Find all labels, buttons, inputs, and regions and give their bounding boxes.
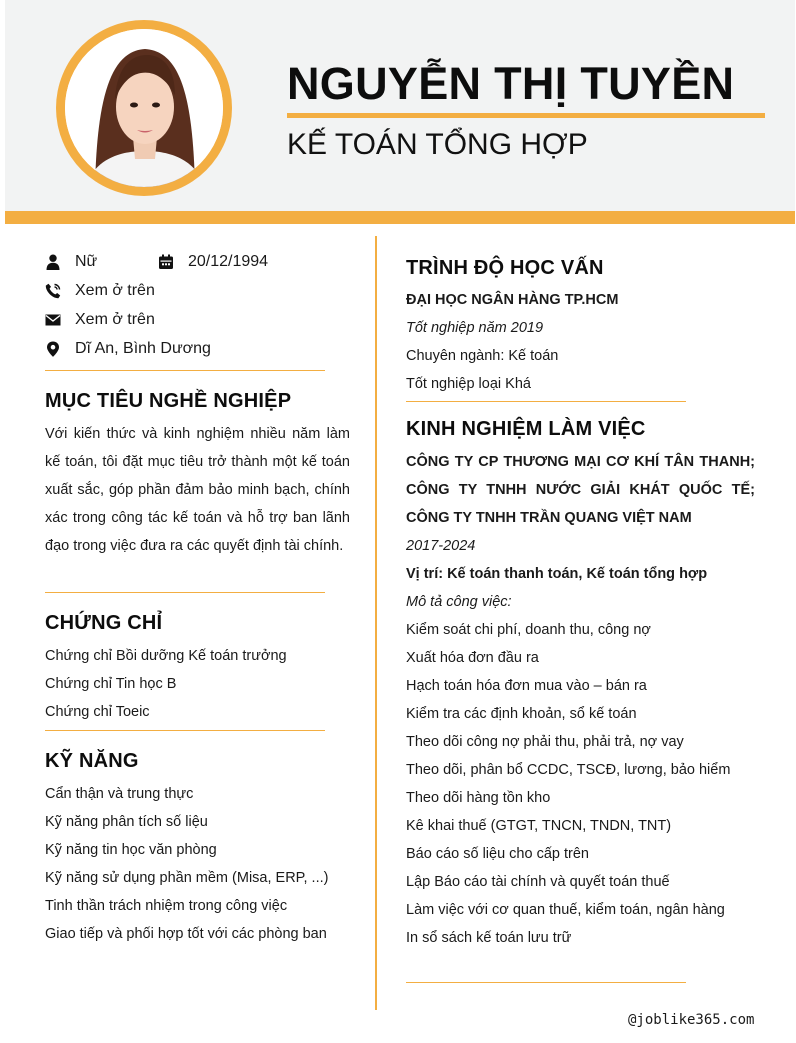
duty-item: Lập Báo cáo tài chính và quyết toán thuế [406,874,670,890]
skills-list [45,780,328,948]
duty-item: In sổ sách kế toán lưu trữ [406,930,572,946]
experience-period: 2017-2024 [406,538,476,554]
education-school: ĐẠI HỌC NGÂN HÀNG TP.HCM [406,292,619,308]
skill-item: Giao tiếp và phối hợp tốt với các phòng ban [45,926,327,942]
objective-heading: MỤC TIÊU NGHỀ NGHIỆP [45,390,292,412]
phone-value: Xem ở trên [75,282,155,299]
experience-position: Vị trí: Kế toán thanh toán, Kế toán tổng hợp [406,566,708,582]
education-major: Chuyên ngành: Kế toán [406,348,559,364]
job-title: KẾ TOÁN TỔNG HỢP [287,128,588,161]
phone-icon [45,283,61,299]
column-divider [375,236,377,1010]
education-heading: TRÌNH ĐỘ HỌC VẤN [406,257,604,279]
experience-desc-label: Mô tả công việc: [406,594,512,610]
separator [45,370,325,371]
duty-item: Xuất hóa đơn đầu ra [406,650,539,666]
envelope-icon [45,312,61,328]
duty-item: Theo dõi, phân bổ CCDC, TSCĐ, lương, bảo hiểm [406,762,731,778]
skill-item: Kỹ năng phân tích số liệu [45,814,208,830]
calendar-icon [158,254,174,270]
duty-item: Kiểm tra các định khoản, sổ kế toán [406,706,637,722]
duty-item: Theo dõi hàng tồn kho [406,790,551,806]
separator [45,592,325,593]
certificates-list [45,642,287,726]
skills-heading: KỸ NĂNG [45,750,139,772]
duty-item: Kiểm soát chi phí, doanh thu, công nợ [406,622,651,638]
education-grade: Tốt nghiệp loại Khá [406,376,531,392]
certificates-heading: CHỨNG CHỈ [45,612,163,634]
objective-text: Với kiến thức và kinh nghiệm nhiều năm làm kế toán, tôi đặt mục tiêu trở thành một kế toán xuất sắc, góp phần đảm bảo minh bạch, chính xác trong công tác kế toán và hỗ trợ ban lãnh đạo trong việc đưa ra các quyết định tài chính. [45,426,350,554]
experience-company: CÔNG TY CP THƯƠNG MẠI CƠ KHÍ TÂN THANH; CÔNG TY TNHH NƯỚC GIẢI KHÁT QUỐC TẾ; CÔNG TY TNHH TRẦN QUANG VIỆT NAM [406,454,755,526]
skill-item: Cẩn thận và trung thực [45,786,194,802]
certificate-item: Chứng chỉ Bồi dưỡng Kế toán trưởng [45,648,287,664]
skill-item: Tinh thần trách nhiệm trong công việc [45,898,288,914]
separator [45,730,325,731]
address-value: Dĩ An, Bình Dương [75,340,211,357]
email-value: Xem ở trên [75,311,155,328]
person-icon [45,254,61,270]
portrait-illustration [65,29,223,187]
skill-item: Kỹ năng sử dụng phần mềm (Misa, ERP, ...) [45,870,329,886]
experience-heading: KINH NGHIỆM LÀM VIỆC [406,418,646,440]
header-accent-bar [5,211,795,224]
duty-item: Kê khai thuế (GTGT, TNCN, TNDN, TNT) [406,818,672,834]
certificate-item: Chứng chỉ Toeic [45,704,150,720]
duty-item: Làm việc với cơ quan thuế, kiểm toán, ngân hàng [406,902,725,918]
candidate-name: NGUYỄN THỊ TUYỀN [287,58,735,109]
birthday-value: 20/12/1994 [188,253,269,270]
duty-item: Theo dõi công nợ phải thu, phải trả, nợ vay [406,734,684,750]
separator [406,982,686,983]
duty-item: Hạch toán hóa đơn mua vào – bán ra [406,678,647,694]
watermark: @joblike365.com [628,1012,755,1028]
skill-item: Kỹ năng tin học văn phòng [45,842,217,858]
profile-photo [65,29,223,187]
location-pin-icon [45,341,61,357]
certificate-item: Chứng chỉ Tin học B [45,676,177,692]
duty-item: Báo cáo số liệu cho cấp trên [406,846,589,862]
profile-photo-frame [56,20,232,196]
duties-list [406,616,730,952]
name-underline [287,113,765,118]
education-graduated: Tốt nghiệp năm 2019 [406,320,544,336]
gender-value: Nữ [75,253,98,270]
separator [406,401,686,402]
